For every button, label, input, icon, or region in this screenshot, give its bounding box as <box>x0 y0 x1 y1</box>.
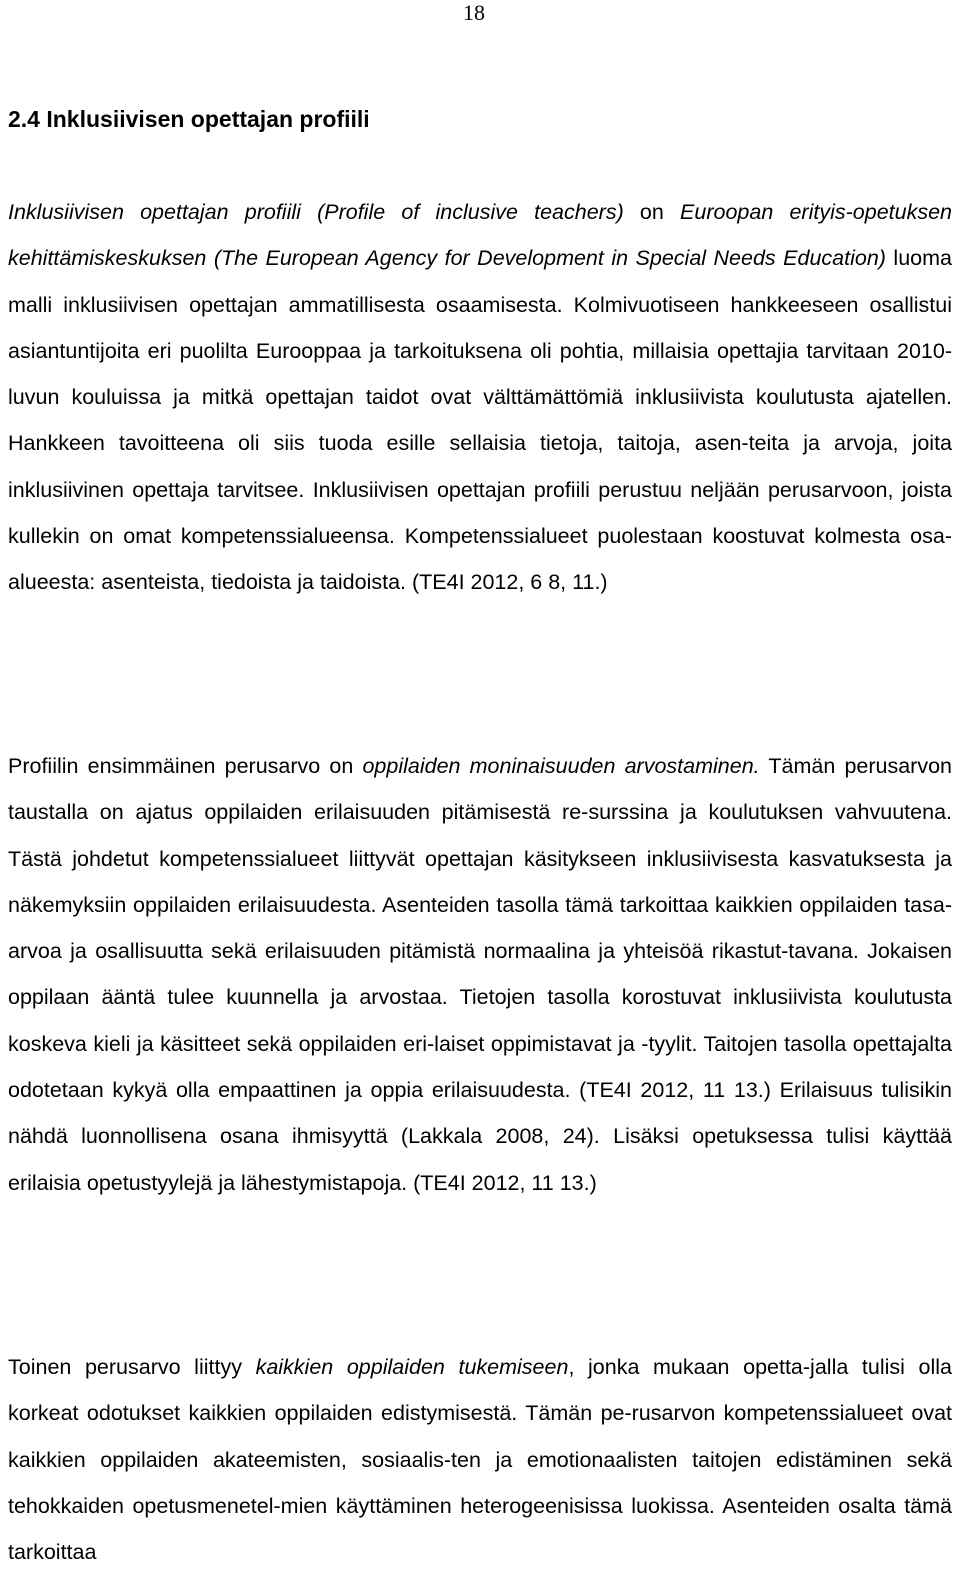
body-text: luoma malli inklusiivisen opettajan ammatillisesta osaamisesta. Kolmivuotiseen hankkeeseen osallistui asiantuntijoita eri puolilta Eurooppaa ja tarkoituksena oli pohtia, millaisia opettajia tarvitaan 2010-luvun kouluissa ja mitkä opettajan taidot ovat välttämättömiä inklusiivista koulutusta ajatellen. Hankkeen tavoitteena oli siis tuoda esille sellaisia tietoja, taitoja, asen-teita ja arvoja, joita inklusiivinen opettaja tarvitsee. Inklusiivisen opettajan profiili perustuu neljään perusarvoon, joista kullekin on omat kompetenssialueensa. Kompetenssialueet puolestaan koostuvat kolmesta osa-alueesta: asenteista, tiedoista ja taidoista. (TE4I 2012, 6 8, 11.) <box>8 246 952 595</box>
body-text: on <box>623 200 681 224</box>
body-text: Profiilin ensimmäinen perusarvo on <box>8 754 363 778</box>
italic-text: Euroopan erityis-opetuksen kehittämiskeskuksen (The European Agency for Development in Special Needs Education) <box>8 200 952 271</box>
body-text: , jonka mukaan opetta-jalla tulisi olla korkeat odotukset kaikkien oppilaiden edistymisestä. Tämän pe-rusarvon kompetenssialueet ovat kaikkien oppilaiden akateemisten, sosiaalis-ten ja emotionaalisten taitojen edistäminen sekä tehokkaiden opetusmenetel-mien käyttäminen heterogeenisissa luokissa. Asenteiden osalta tämä tarkoittaa <box>8 1355 952 1565</box>
italic-text: Inklusiivisen opettajan profiili (Profile of inclusive teachers) <box>8 200 624 224</box>
body-text: Tämän perusarvon taustalla on ajatus oppilaiden erilaisuuden pitämisestä re-surssina ja koulutuksen vahvuutena. Tästä johdetut kompetenssialueet liittyvät opettajan käsitykseen inklusiivisesta kasvatuksesta ja näkemyksiin oppilaiden erilaisuudesta. Asenteiden tasolla tämä tarkoittaa kaikkien oppilaiden tasa-arvoa ja osallisuutta sekä erilaisuuden pitämistä normaalina ja yhteisöä rikastut-tavana. Jokaisen oppilaan ääntä tulee kuunnella ja arvostaa. Tietojen tasolla korostuvat inklusiivista koulutusta koskeva kieli ja käsitteet sekä oppilaiden eri-laiset oppimistavat ja -tyylit. Taitojen tasolla opettajalta odotetaan kykyä olla empaattinen ja oppia erilaisuudesta. (TE4I 2012, 11 13.) Erilaisuus tulisikin nähdä luonnollisena osana ihmisyyttä (Lakkala 2008, 24). Lisäksi opetuksessa tulisi käyttää erilaisia opetustyylejä ja lähestymistapoja. (TE4I 2012, 11 13.) <box>8 754 953 1195</box>
italic-text: kaikkien oppilaiden tukemiseen <box>255 1355 569 1379</box>
paragraph <box>8 743 952 1206</box>
body-text: Toinen perusarvo liittyy <box>8 1355 256 1379</box>
page-number: 18 <box>463 0 485 25</box>
paragraph <box>8 189 952 606</box>
italic-text: oppilaiden moninaisuuden arvostaminen. <box>362 754 760 778</box>
paragraph <box>8 1344 952 1575</box>
section-heading: 2.4 Inklusiivisen opettajan profiili <box>8 106 370 132</box>
